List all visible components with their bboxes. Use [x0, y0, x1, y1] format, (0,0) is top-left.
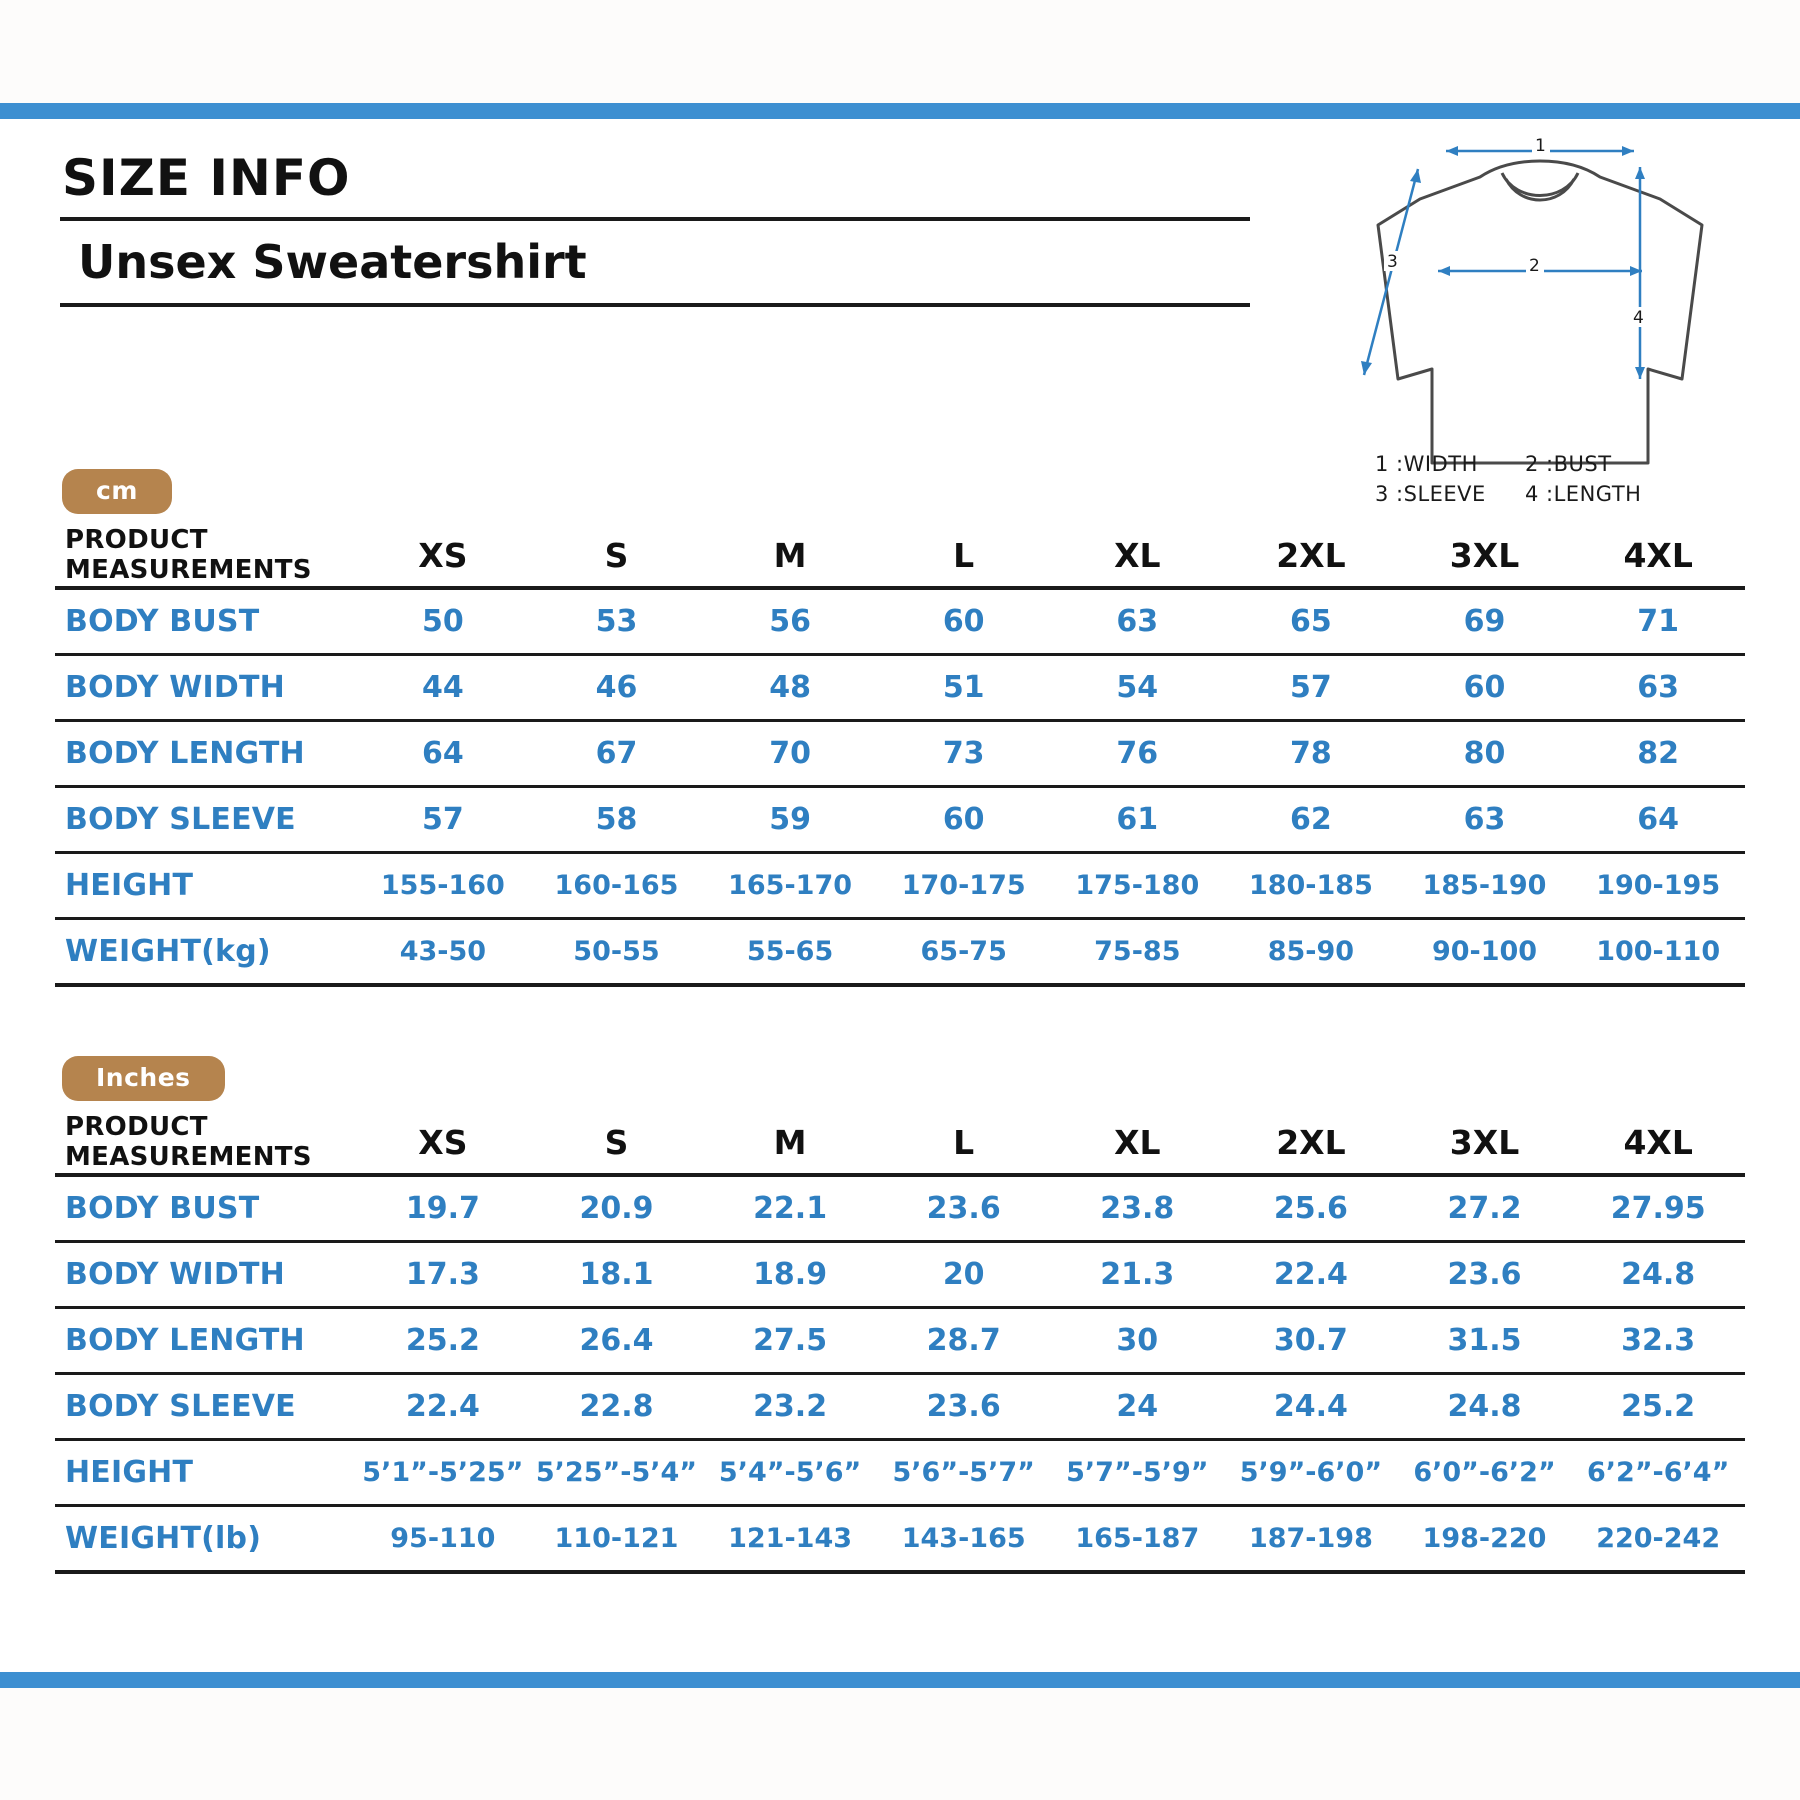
cell: 27.2 — [1398, 1175, 1572, 1242]
cell: 185-190 — [1398, 853, 1572, 919]
col-header-l-in: L — [877, 1111, 1051, 1175]
cell: 17.3 — [356, 1242, 530, 1308]
chart-content — [0, 119, 1800, 1672]
cell: 22.8 — [530, 1374, 704, 1440]
cell: 5’1”-5’25” — [356, 1440, 530, 1506]
table-row — [55, 588, 1745, 655]
table-row — [55, 1175, 1745, 1242]
cell: 24.4 — [1224, 1374, 1398, 1440]
cell: 5’4”-5’6” — [703, 1440, 877, 1506]
cell: 20 — [877, 1242, 1051, 1308]
table-row — [55, 853, 1745, 919]
cell: 25.6 — [1224, 1175, 1398, 1242]
cell: 24.8 — [1398, 1374, 1572, 1440]
row-label-weight-lb: WEIGHT(lb) — [55, 1506, 356, 1573]
cell: 78 — [1224, 721, 1398, 787]
cell: 187-198 — [1224, 1506, 1398, 1573]
cell: 23.6 — [1398, 1242, 1572, 1308]
cell: 67 — [530, 721, 704, 787]
diagram-legend — [1375, 449, 1755, 510]
cell: 73 — [877, 721, 1051, 787]
cell: 60 — [877, 787, 1051, 853]
top-accent-bar — [0, 103, 1800, 119]
cell: 24.8 — [1571, 1242, 1745, 1308]
cell: 43-50 — [356, 919, 530, 986]
cell: 24 — [1051, 1374, 1225, 1440]
cell: 56 — [703, 588, 877, 655]
table-header-row-cm — [55, 524, 1745, 588]
col-header-4xl-in: 4XL — [1571, 1111, 1745, 1175]
legend-length: 4 :LENGTH — [1525, 482, 1642, 507]
row-label-body-sleeve-in: BODY SLEEVE — [55, 1374, 356, 1440]
cell: 21.3 — [1051, 1242, 1225, 1308]
cell: 65-75 — [877, 919, 1051, 986]
page-title: SIZE INFO — [62, 149, 351, 207]
diagram-marker-2: 2 — [1529, 256, 1540, 276]
cell: 23.2 — [703, 1374, 877, 1440]
row-label-body-bust-in: BODY BUST — [55, 1175, 356, 1242]
cell: 82 — [1571, 721, 1745, 787]
cell: 48 — [703, 655, 877, 721]
col-header-xl-in: XL — [1051, 1111, 1225, 1175]
cell: 198-220 — [1398, 1506, 1572, 1573]
cell: 80 — [1398, 721, 1572, 787]
col-header-m: M — [703, 524, 877, 588]
cell: 18.1 — [530, 1242, 704, 1308]
row-label-height-in: HEIGHT — [55, 1440, 356, 1506]
cell: 5’25”-5’4” — [530, 1440, 704, 1506]
cell: 180-185 — [1224, 853, 1398, 919]
cell: 18.9 — [703, 1242, 877, 1308]
title-block — [60, 149, 1250, 307]
diagram-marker-4: 4 — [1633, 308, 1644, 328]
cell: 22.4 — [356, 1374, 530, 1440]
cell: 59 — [703, 787, 877, 853]
col-header-s-in: S — [530, 1111, 704, 1175]
col-header-measurements-in: PRODUCT MEASUREMENTS — [55, 1111, 356, 1175]
diagram-marker-3: 3 — [1387, 252, 1398, 272]
cell: 26.4 — [530, 1308, 704, 1374]
cell: 95-110 — [356, 1506, 530, 1573]
cell: 31.5 — [1398, 1308, 1572, 1374]
cell: 76 — [1051, 721, 1225, 787]
table-row — [55, 1374, 1745, 1440]
cell: 160-165 — [530, 853, 704, 919]
cell: 165-187 — [1051, 1506, 1225, 1573]
cell: 190-195 — [1571, 853, 1745, 919]
col-header-3xl-in: 3XL — [1398, 1111, 1572, 1175]
cell: 23.6 — [877, 1374, 1051, 1440]
row-label-body-width: BODY WIDTH — [55, 655, 356, 721]
row-label-body-sleeve: BODY SLEEVE — [55, 787, 356, 853]
unit-badge-cm: cm — [62, 469, 172, 514]
row-label-body-width-in: BODY WIDTH — [55, 1242, 356, 1308]
cell: 50 — [356, 588, 530, 655]
cell: 50-55 — [530, 919, 704, 986]
cell: 75-85 — [1051, 919, 1225, 986]
cell: 100-110 — [1571, 919, 1745, 986]
product-name: Unsex Sweatershirt — [78, 235, 587, 289]
cell: 30 — [1051, 1308, 1225, 1374]
cell: 46 — [530, 655, 704, 721]
col-header-4xl: 4XL — [1571, 524, 1745, 588]
cell: 61 — [1051, 787, 1225, 853]
table-row — [55, 1440, 1745, 1506]
legend-width: 1 :WIDTH — [1375, 452, 1478, 476]
cell: 85-90 — [1224, 919, 1398, 986]
cell: 55-65 — [703, 919, 877, 986]
row-label-body-bust: BODY BUST — [55, 588, 356, 655]
cell: 63 — [1571, 655, 1745, 721]
cell: 65 — [1224, 588, 1398, 655]
unit-badge-inches-wrap — [62, 1056, 225, 1101]
cell: 57 — [1224, 655, 1398, 721]
cell: 5’7”-5’9” — [1051, 1440, 1225, 1506]
title-divider-top — [60, 217, 1250, 221]
col-header-3xl: 3XL — [1398, 524, 1572, 588]
diagram-marker-1: 1 — [1535, 136, 1546, 156]
cell: 62 — [1224, 787, 1398, 853]
cell: 30.7 — [1224, 1308, 1398, 1374]
legend-bust: 2 :BUST — [1525, 452, 1612, 476]
cell: 27.95 — [1571, 1175, 1745, 1242]
cell: 28.7 — [877, 1308, 1051, 1374]
table-row — [55, 787, 1745, 853]
cell: 60 — [877, 588, 1051, 655]
cell: 22.1 — [703, 1175, 877, 1242]
cell: 57 — [356, 787, 530, 853]
cell: 5’6”-5’7” — [877, 1440, 1051, 1506]
table-row — [55, 721, 1745, 787]
bottom-accent-bar — [0, 1672, 1800, 1688]
col-header-measurements: PRODUCT MEASUREMENTS — [55, 524, 356, 588]
cell: 60 — [1398, 655, 1572, 721]
cell: 19.7 — [356, 1175, 530, 1242]
cell: 170-175 — [877, 853, 1051, 919]
legend-sleeve: 3 :SLEEVE — [1375, 482, 1486, 507]
cell: 165-170 — [703, 853, 877, 919]
cell: 220-242 — [1571, 1506, 1745, 1573]
cell: 54 — [1051, 655, 1225, 721]
cell: 22.4 — [1224, 1242, 1398, 1308]
row-label-weight-kg: WEIGHT(kg) — [55, 919, 356, 986]
cell: 5’9”-6’0” — [1224, 1440, 1398, 1506]
cell: 64 — [1571, 787, 1745, 853]
cell: 51 — [877, 655, 1051, 721]
cell: 23.8 — [1051, 1175, 1225, 1242]
cell: 20.9 — [530, 1175, 704, 1242]
row-label-body-length-in: BODY LENGTH — [55, 1308, 356, 1374]
table-row — [55, 655, 1745, 721]
cell: 69 — [1398, 588, 1572, 655]
title-divider-bottom — [60, 303, 1250, 307]
cell: 175-180 — [1051, 853, 1225, 919]
row-label-body-length: BODY LENGTH — [55, 721, 356, 787]
cell: 63 — [1051, 588, 1225, 655]
size-table-inches — [55, 1111, 1745, 1574]
col-header-s: S — [530, 524, 704, 588]
cell: 23.6 — [877, 1175, 1051, 1242]
table-row — [55, 1506, 1745, 1573]
table-header-row-inches — [55, 1111, 1745, 1175]
cell: 6’0”-6’2” — [1398, 1440, 1572, 1506]
cell: 32.3 — [1571, 1308, 1745, 1374]
col-header-xs: XS — [356, 524, 530, 588]
row-label-height: HEIGHT — [55, 853, 356, 919]
cell: 70 — [703, 721, 877, 787]
col-header-xl: XL — [1051, 524, 1225, 588]
cell: 25.2 — [1571, 1374, 1745, 1440]
size-table-cm — [55, 524, 1745, 987]
cell: 143-165 — [877, 1506, 1051, 1573]
unit-badge-inches: Inches — [62, 1056, 225, 1101]
cell: 58 — [530, 787, 704, 853]
table-row — [55, 919, 1745, 986]
cell: 71 — [1571, 588, 1745, 655]
col-header-2xl-in: 2XL — [1224, 1111, 1398, 1175]
cell: 155-160 — [356, 853, 530, 919]
cell: 121-143 — [703, 1506, 877, 1573]
col-header-m-in: M — [703, 1111, 877, 1175]
unit-badge-cm-wrap — [62, 469, 172, 514]
cell: 6’2”-6’4” — [1571, 1440, 1745, 1506]
col-header-l: L — [877, 524, 1051, 588]
cell: 90-100 — [1398, 919, 1572, 986]
table-row — [55, 1308, 1745, 1374]
cell: 44 — [356, 655, 530, 721]
cell: 64 — [356, 721, 530, 787]
cell: 63 — [1398, 787, 1572, 853]
cell: 53 — [530, 588, 704, 655]
col-header-2xl: 2XL — [1224, 524, 1398, 588]
cell: 110-121 — [530, 1506, 704, 1573]
table-row — [55, 1242, 1745, 1308]
cell: 27.5 — [703, 1308, 877, 1374]
cell: 25.2 — [356, 1308, 530, 1374]
col-header-xs-in: XS — [356, 1111, 530, 1175]
